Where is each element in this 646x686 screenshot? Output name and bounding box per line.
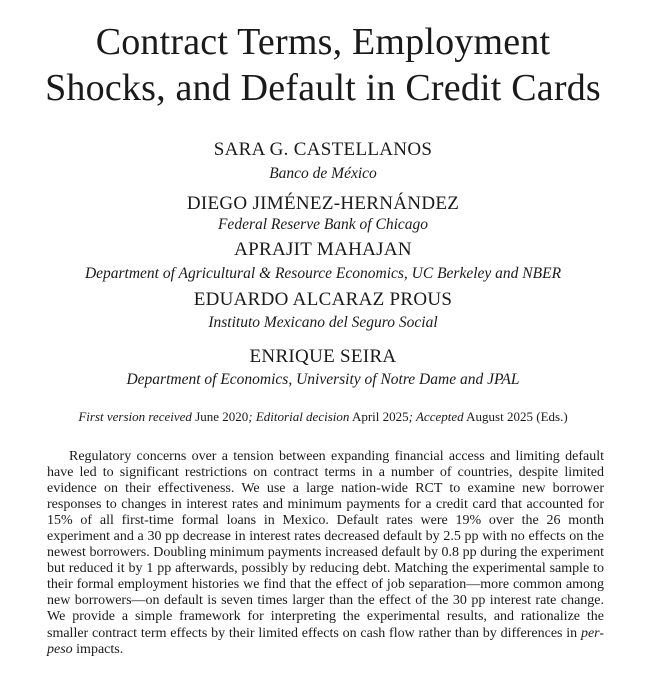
author-affiliation: Department of Agricultural & Resource Economics, UC Berkeley and NBER: [84, 265, 562, 282]
abstract-italic-term: per-peso: [47, 625, 604, 657]
accepted-date: August 2025: [466, 409, 533, 424]
received-date: June 2020: [195, 409, 249, 424]
author-affiliation: Banco de México: [269, 165, 377, 182]
editors-note: (Eds.): [532, 409, 568, 424]
received-label: First version received: [78, 409, 192, 424]
paper-title-line-1: Contract Terms, Employment: [95, 21, 551, 63]
decision-label: ; Editorial decision: [248, 409, 350, 424]
abstract: [47, 449, 604, 658]
author-name: EDUARDO ALCARAZ PROUS: [193, 289, 453, 310]
submission-history: [0, 409, 646, 425]
decision-date: April 2025: [351, 409, 409, 424]
author-name: SARA G. CASTELLANOS: [213, 139, 433, 160]
author-name: DIEGO JIMÉNEZ-HERNÁNDEZ: [186, 193, 460, 214]
author-affiliation: Federal Reserve Bank of Chicago: [217, 216, 429, 233]
author-affiliation: Instituto Mexicano del Seguro Social: [208, 314, 438, 331]
author-name: ENRIQUE SEIRA: [249, 346, 397, 367]
author-name: APRAJIT MAHAJAN: [234, 239, 412, 260]
accepted-label: ; Accepted: [408, 409, 464, 424]
paper-title-line-2: Shocks, and Default in Credit Cards: [45, 67, 601, 109]
author-affiliation: Department of Economics, University of Notre Dame and JPAL: [126, 371, 520, 388]
abstract-text-end: impacts.: [72, 641, 124, 657]
abstract-text: Regulatory concerns over a tension between expanding financial access and limiting default have led to significant restrictions on contract terms in a number of countries, despite limited evidence on their effectiveness. We use a large nation-wide RCT to examine new borrower responses to changes in interest rates and minimum payments for a credit card that accounted for 15% of all first-time formal loans in Mexico. Default rates were 19% over the 26 month experiment and a 30 pp decrease in interest rates decreased default by 2.5 pp with no effects on the newest borrowers. Doubling minimum payments increased default by 0.8 pp during the experiment but reduced it by 1 pp afterwards, possibly by reducing debt. Matching the experimental sample to their formal employment histories we find that the effect of job separation—more common among new borrowers—on default is seven times larger than the effect of the 30 pp interest rate change. We provide a simple framework for interpreting the experimental results, and rationalize the smaller contract term effects by their limited effects on cash flow rather than by differences in: [47, 449, 604, 641]
